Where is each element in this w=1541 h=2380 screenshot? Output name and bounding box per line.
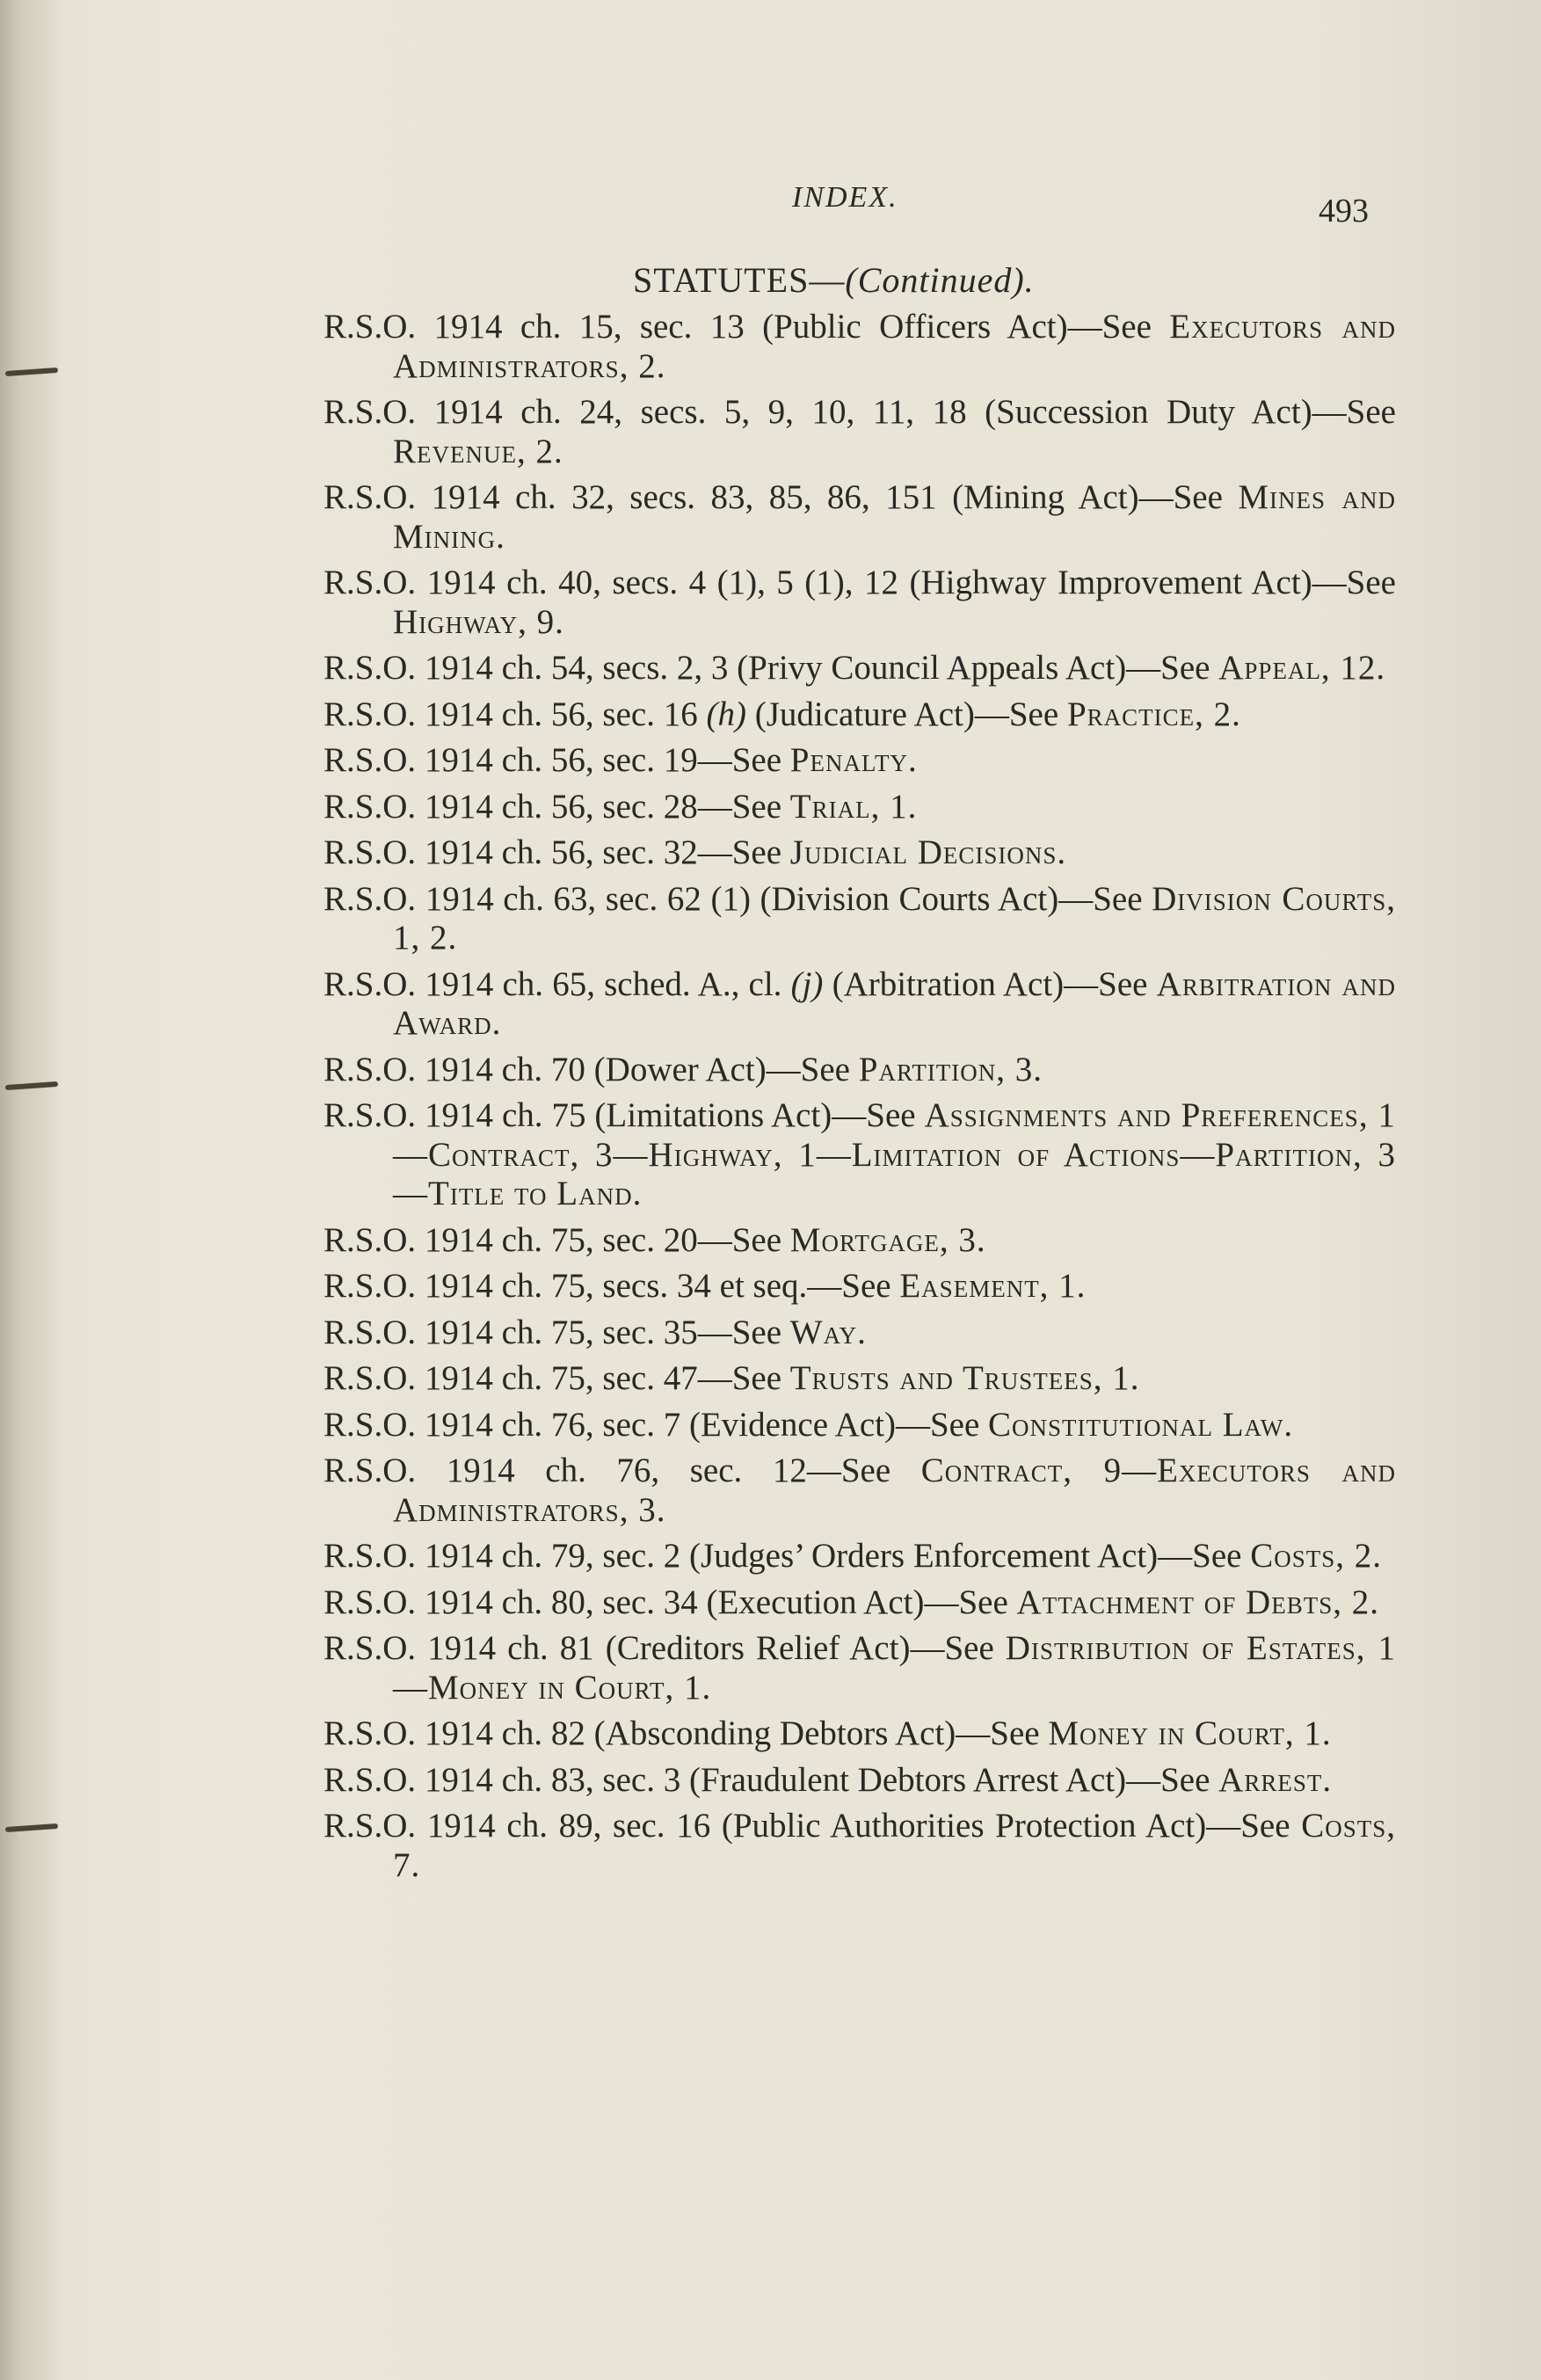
- entry-see-target: Highway, 9.: [393, 602, 564, 641]
- entry-see-target: Executors and Administrators, 2.: [393, 308, 1396, 385]
- section-title: [633, 259, 1035, 301]
- entry-see-target: Costs, 7.: [393, 1807, 1396, 1884]
- entry-see-target: Arrest.: [1218, 1760, 1333, 1799]
- index-entry: [323, 695, 1396, 735]
- entry-see-target: Practice, 2.: [1066, 695, 1241, 733]
- index-entry: [323, 1629, 1396, 1707]
- entry-see-target: Way.: [789, 1313, 867, 1351]
- entry-reference: R.S.O. 1914 ch. 75, sec. 47—See: [323, 1359, 790, 1397]
- entry-clause: (j): [790, 964, 824, 1003]
- entry-see-target: Trial, 1.: [789, 787, 918, 826]
- entry-reference: R.S.O. 1914 ch. 81 (Creditors Relief Act)—See: [323, 1629, 1006, 1667]
- entry-reference: R.S.O. 1914 ch. 75, sec. 35—See: [323, 1313, 790, 1351]
- index-entry: [323, 1406, 1396, 1445]
- entry-see-target: Division Courts, 1, 2.: [393, 879, 1396, 957]
- entry-reference: R.S.O. 1914 ch. 80, sec. 34 (Execution Act)—See: [323, 1583, 1017, 1621]
- index-entry: [323, 564, 1396, 642]
- entry-reference: R.S.O. 1914 ch. 63, sec. 62 (1) (Division Courts Act)—See: [323, 879, 1152, 918]
- entry-see-target: Contract, 9—Executors and Administrators, 3.: [393, 1452, 1396, 1529]
- entry-see-target: Assignments and Preferences, 1—Contract, 3—Highway, 1—Limitation of Actions—Partition, 3—Title to Land.: [393, 1096, 1396, 1212]
- index-entry: [323, 1051, 1396, 1090]
- section-title-text: STATUTES—: [633, 260, 846, 300]
- index-entry: [323, 1267, 1396, 1306]
- entry-reference: R.S.O. 1914 ch. 89, sec. 16 (Public Authorities Protection Act)—See: [323, 1807, 1302, 1845]
- index-entry: [323, 1359, 1396, 1399]
- index-entry: [323, 649, 1396, 688]
- page-number: 493: [1319, 193, 1369, 229]
- section-title-continued: (Continued).: [845, 260, 1035, 300]
- entry-see-target: Partition, 3.: [858, 1050, 1043, 1088]
- index-entry: [323, 1314, 1396, 1353]
- entry-see-target: Penalty.: [789, 741, 918, 779]
- entry-reference-cont: (Arbitration Act)—See: [823, 964, 1157, 1003]
- entry-reference: R.S.O. 1914 ch. 32, secs. 83, 85, 86, 151 (Mining Act)—See: [323, 478, 1239, 516]
- index-entry: [323, 1537, 1396, 1576]
- entry-reference: R.S.O. 1914 ch. 24, secs. 5, 9, 10, 11, 18 (Succession Duty Act)—See: [323, 393, 1396, 431]
- index-entry: [323, 1221, 1396, 1261]
- entry-reference: R.S.O. 1914 ch. 65, sched. A., cl.: [323, 964, 791, 1003]
- entry-reference: R.S.O. 1914 ch. 76, sec. 12—See: [323, 1452, 921, 1489]
- entry-reference: R.S.O. 1914 ch. 79, sec. 2 (Judges’ Orders Enforcement Act)—See: [323, 1537, 1251, 1575]
- index-entry: [323, 1452, 1396, 1530]
- entry-reference: R.S.O. 1914 ch. 56, sec. 28—See: [323, 787, 790, 826]
- entry-see-target: Attachment of Debts, 2.: [1016, 1583, 1379, 1621]
- entry-see-target: Mines and Mining.: [393, 478, 1396, 556]
- entry-see-target: Arbitration and Award.: [393, 964, 1396, 1042]
- entry-see-target: Easement, 1.: [899, 1267, 1087, 1305]
- index-entry: [323, 880, 1396, 958]
- entry-reference: R.S.O. 1914 ch. 54, secs. 2, 3 (Privy Council Appeals Act)—See: [323, 649, 1219, 687]
- entry-reference: R.S.O. 1914 ch. 56, sec. 16: [323, 695, 707, 733]
- entry-reference: R.S.O. 1914 ch. 15, sec. 13 (Public Officers Act)—See: [323, 308, 1170, 346]
- entry-reference: R.S.O. 1914 ch. 56, sec. 19—See: [323, 741, 790, 779]
- index-entry: [323, 788, 1396, 827]
- index-entry: [323, 1807, 1396, 1885]
- entry-reference: R.S.O. 1914 ch. 56, sec. 32—See: [323, 833, 790, 871]
- entry-reference: R.S.O. 1914 ch. 75, sec. 20—See: [323, 1220, 790, 1259]
- entry-see-target: Judicial Decisions.: [789, 833, 1067, 871]
- entry-see-target: Trusts and Trustees, 1.: [789, 1359, 1140, 1397]
- entry-see-target: Revenue, 2.: [393, 432, 563, 470]
- entry-see-target: Mortgage, 3.: [789, 1220, 986, 1259]
- index-entry: [323, 965, 1396, 1044]
- index-entry: [323, 833, 1396, 873]
- entry-reference: R.S.O. 1914 ch. 82 (Absconding Debtors Act)—See: [323, 1714, 1049, 1752]
- entry-see-target: Appeal, 12.: [1218, 649, 1386, 687]
- entry-see-target: Money in Court, 1.: [1048, 1714, 1332, 1752]
- entry-reference: R.S.O. 1914 ch. 40, secs. 4 (1), 5 (1), 12 (Highway Improvement Act)—See: [323, 564, 1396, 601]
- index-entry: [323, 741, 1396, 781]
- index-entry: [323, 1096, 1396, 1214]
- entry-clause: (h): [706, 695, 746, 733]
- index-entry: [323, 1583, 1396, 1623]
- entry-see-target: Constitutional Law.: [988, 1405, 1294, 1444]
- entry-see-target: Costs, 2.: [1250, 1537, 1382, 1575]
- entry-reference-cont: (Judicature Act)—See: [745, 695, 1067, 733]
- entry-reference: R.S.O. 1914 ch. 70 (Dower Act)—See: [323, 1050, 859, 1088]
- entry-reference: R.S.O. 1914 ch. 76, sec. 7 (Evidence Act)—See: [323, 1405, 989, 1444]
- page-binding: [0, 0, 62, 2380]
- index-entry: [323, 308, 1396, 386]
- entry-reference: R.S.O. 1914 ch. 75 (Limitations Act)—See: [323, 1096, 925, 1134]
- index-entries: [323, 308, 1396, 1892]
- index-entry: [323, 478, 1396, 557]
- running-head: INDEX.: [792, 181, 898, 214]
- entry-reference: R.S.O. 1914 ch. 75, secs. 34 et seq.—See: [323, 1267, 900, 1305]
- index-entry: [323, 393, 1396, 471]
- entry-reference: R.S.O. 1914 ch. 83, sec. 3 (Fraudulent Debtors Arrest Act)—See: [323, 1760, 1219, 1799]
- entry-see-target: Distribution of Estates, 1—Money in Court, 1.: [393, 1629, 1396, 1707]
- index-entry: [323, 1761, 1396, 1801]
- index-entry: [323, 1714, 1396, 1754]
